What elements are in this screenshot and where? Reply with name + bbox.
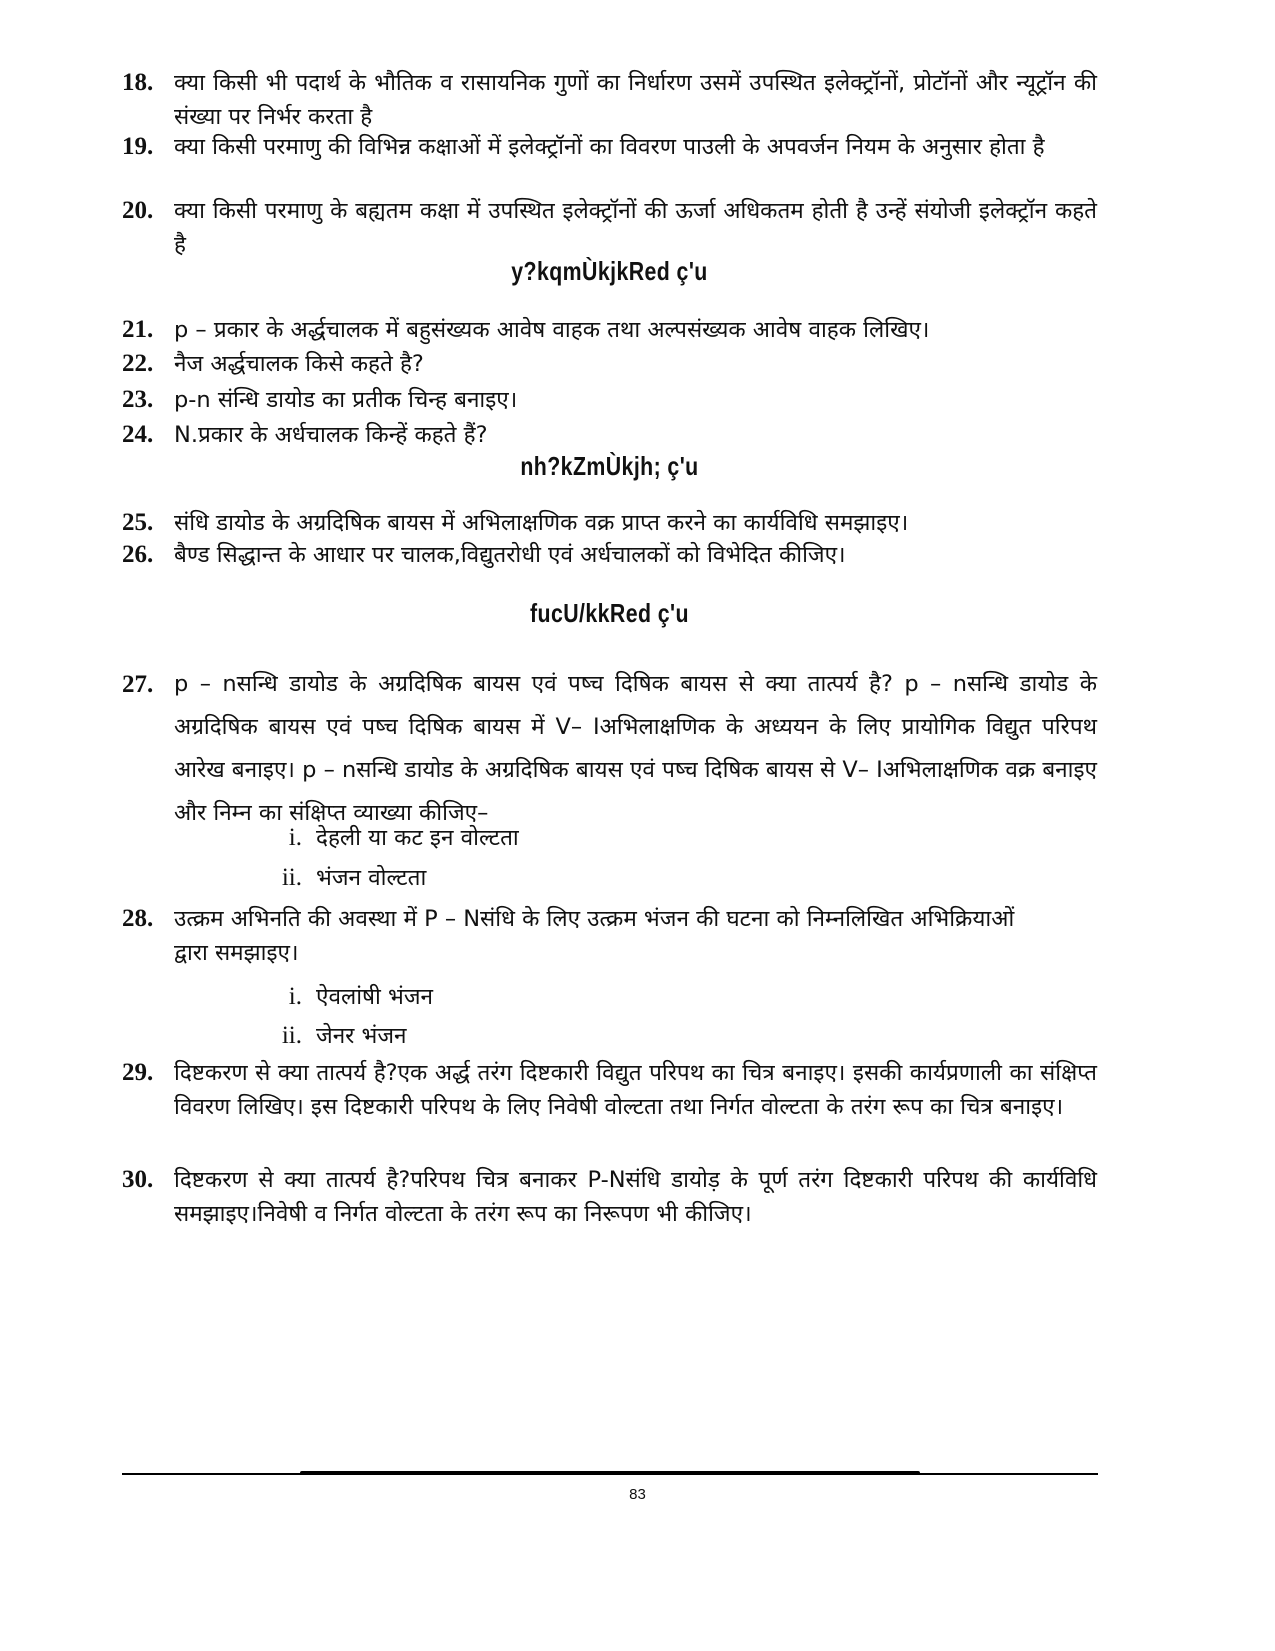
question-text: उत्क्रम अभिनति की अवस्था में P – Nसंधि के लिए उत्क्रम भंजन की घटना को निम्नलिखित अभिक्रियाओं द्वारा समझाइए। xyxy=(174,906,1015,966)
question-21 xyxy=(122,313,1097,347)
question-29 xyxy=(122,1056,1097,1124)
question-number: 24. xyxy=(122,421,154,448)
question-text: क्या किसी परमाणु के बह्यतम कक्षा में उपस्थित इलेक्ट्रॉनों की ऊर्जा अधिकतम होती है उन्हें संयोजी इलेक्ट्रॉन कहते है xyxy=(174,198,1097,258)
question-19 xyxy=(122,130,1097,164)
question-number: 25. xyxy=(122,509,154,536)
question-number: 29. xyxy=(122,1059,154,1086)
sub-item xyxy=(262,1019,407,1053)
question-text: p – प्रकार के अर्द्धचालक में बहुसंख्यक आवेष वाहक तथा अल्पसंख्यक आवेष वाहक लिखिए। xyxy=(174,317,930,343)
sub-item xyxy=(262,980,433,1014)
sub-item-number: ii. xyxy=(281,864,302,891)
section-heading-essay: fucU/kkRed ç'u xyxy=(530,598,689,628)
question-text: बैण्ड सिद्धान्त के आधार पर चालक,विद्युतरोधी एवं अर्धचालकों को विभेदित कीजिए। xyxy=(174,542,846,568)
question-24 xyxy=(122,418,1097,452)
question-number: 22. xyxy=(122,350,154,377)
sub-item-text: जेनर भंजन xyxy=(316,1023,407,1049)
question-number: 27. xyxy=(122,671,154,698)
question-30 xyxy=(122,1163,1097,1231)
sub-item xyxy=(262,821,519,855)
question-25 xyxy=(122,506,1097,540)
question-26 xyxy=(122,538,1097,572)
question-text: दिष्टकरण से क्या तात्पर्य है?एक अर्द्ध तरंग दिष्टकारी विद्युत परिपथ का चित्र बनाइए। इसकी कार्यप्रणाली का संक्षिप्त विवरण लिखिए। इस दिष्टकारी परिपथ के लिए निवेषी वोल्टता तथा निर्गत वोल्टता के तरंग रूप का चित्र बनाइए। xyxy=(174,1060,1097,1120)
question-number: 19. xyxy=(122,133,154,160)
question-20 xyxy=(122,194,1097,262)
question-text: p-n संन्धि डायोड का प्रतीक चिन्ह बनाइए। xyxy=(174,387,518,413)
question-text: क्या किसी भी पदार्थ के भौतिक व रासायनिक गुणों का निर्धारण उसमें उपस्थित इलेक्ट्रॉनों, प्रोटॉनों और न्यूट्रॉन की संख्या पर निर्भर करता है xyxy=(174,70,1097,130)
question-27 xyxy=(122,663,1097,835)
question-number: 23. xyxy=(122,386,154,413)
question-text: दिष्टकरण से क्या तात्पर्य है?परिपथ चित्र बनाकर P-Nसंधि डायोड़ के पूर्ण तरंग दिष्टकारी परिपथ की कार्यविधि समझाइए।निवेषी व निर्गत वोल्टता के तरंग रूप का निरूपण भी कीजिए। xyxy=(174,1167,1097,1227)
section-heading-short-answer: y?kqmÙkjkRed ç'u xyxy=(511,256,708,286)
question-22 xyxy=(122,347,1097,381)
question-text: नैज अर्द्धचालक किसे कहते है? xyxy=(174,351,424,377)
question-number: 28. xyxy=(122,905,154,932)
question-number: 18. xyxy=(122,69,154,96)
question-text: क्या किसी परमाणु की विभिन्न कक्षाओं में इलेक्ट्रॉनों का विवरण पाउली के अपवर्जन नियम के अनुसार होता है xyxy=(174,134,1045,160)
question-23 xyxy=(122,383,1097,417)
section-heading-long-answer: nh?kZmÙkjh; ç'u xyxy=(520,451,699,481)
question-number: 26. xyxy=(122,541,154,568)
sub-item-number: ii. xyxy=(281,1022,302,1049)
sub-item xyxy=(262,861,426,895)
question-number: 20. xyxy=(122,197,154,224)
question-number: 21. xyxy=(122,316,154,343)
sub-item-number: i. xyxy=(288,824,302,851)
question-text: N.प्रकार के अर्धचालक किन्हें कहते हैं? xyxy=(174,422,488,448)
question-text: संधि डायोड के अग्रदिषिक बायस में अभिलाक्षणिक वक्र प्राप्त करने का कार्यविधि समझाइए। xyxy=(174,510,909,536)
question-18 xyxy=(122,66,1097,134)
sub-item-text: देहली या कट इन वोल्टता xyxy=(316,825,519,851)
question-28 xyxy=(122,902,1032,970)
sub-item-text: भंजन वोल्टता xyxy=(316,865,427,891)
sub-item-number: i. xyxy=(288,983,302,1010)
footer-rule-thick xyxy=(300,1471,920,1475)
question-text: p – nसन्धि डायोड के अग्रदिषिक बायस एवं पष्च दिषिक बायस से क्या तात्पर्य है? p – nसन्धि डायोड के अग्रदिषिक बायस एवं पष्च दिषिक बायस में V– Iअभिलाक्षणिक के अध्ययन के लिए प्रायोगिक विद्युत परिपथ आरेख बनाइए। p – nसन्धि डायोड के अग्रदिषिक बायस एवं पष्च दिषिक बायस से V– Iअभिलाक्षणिक वक्र बनाइए और निम्न का संक्षिप्त व्याख्या कीजिए– xyxy=(174,671,1097,826)
page-number: 83 xyxy=(629,1486,646,1503)
sub-item-text: ऐवलांषी भंजन xyxy=(316,984,434,1010)
question-number: 30. xyxy=(122,1166,154,1193)
